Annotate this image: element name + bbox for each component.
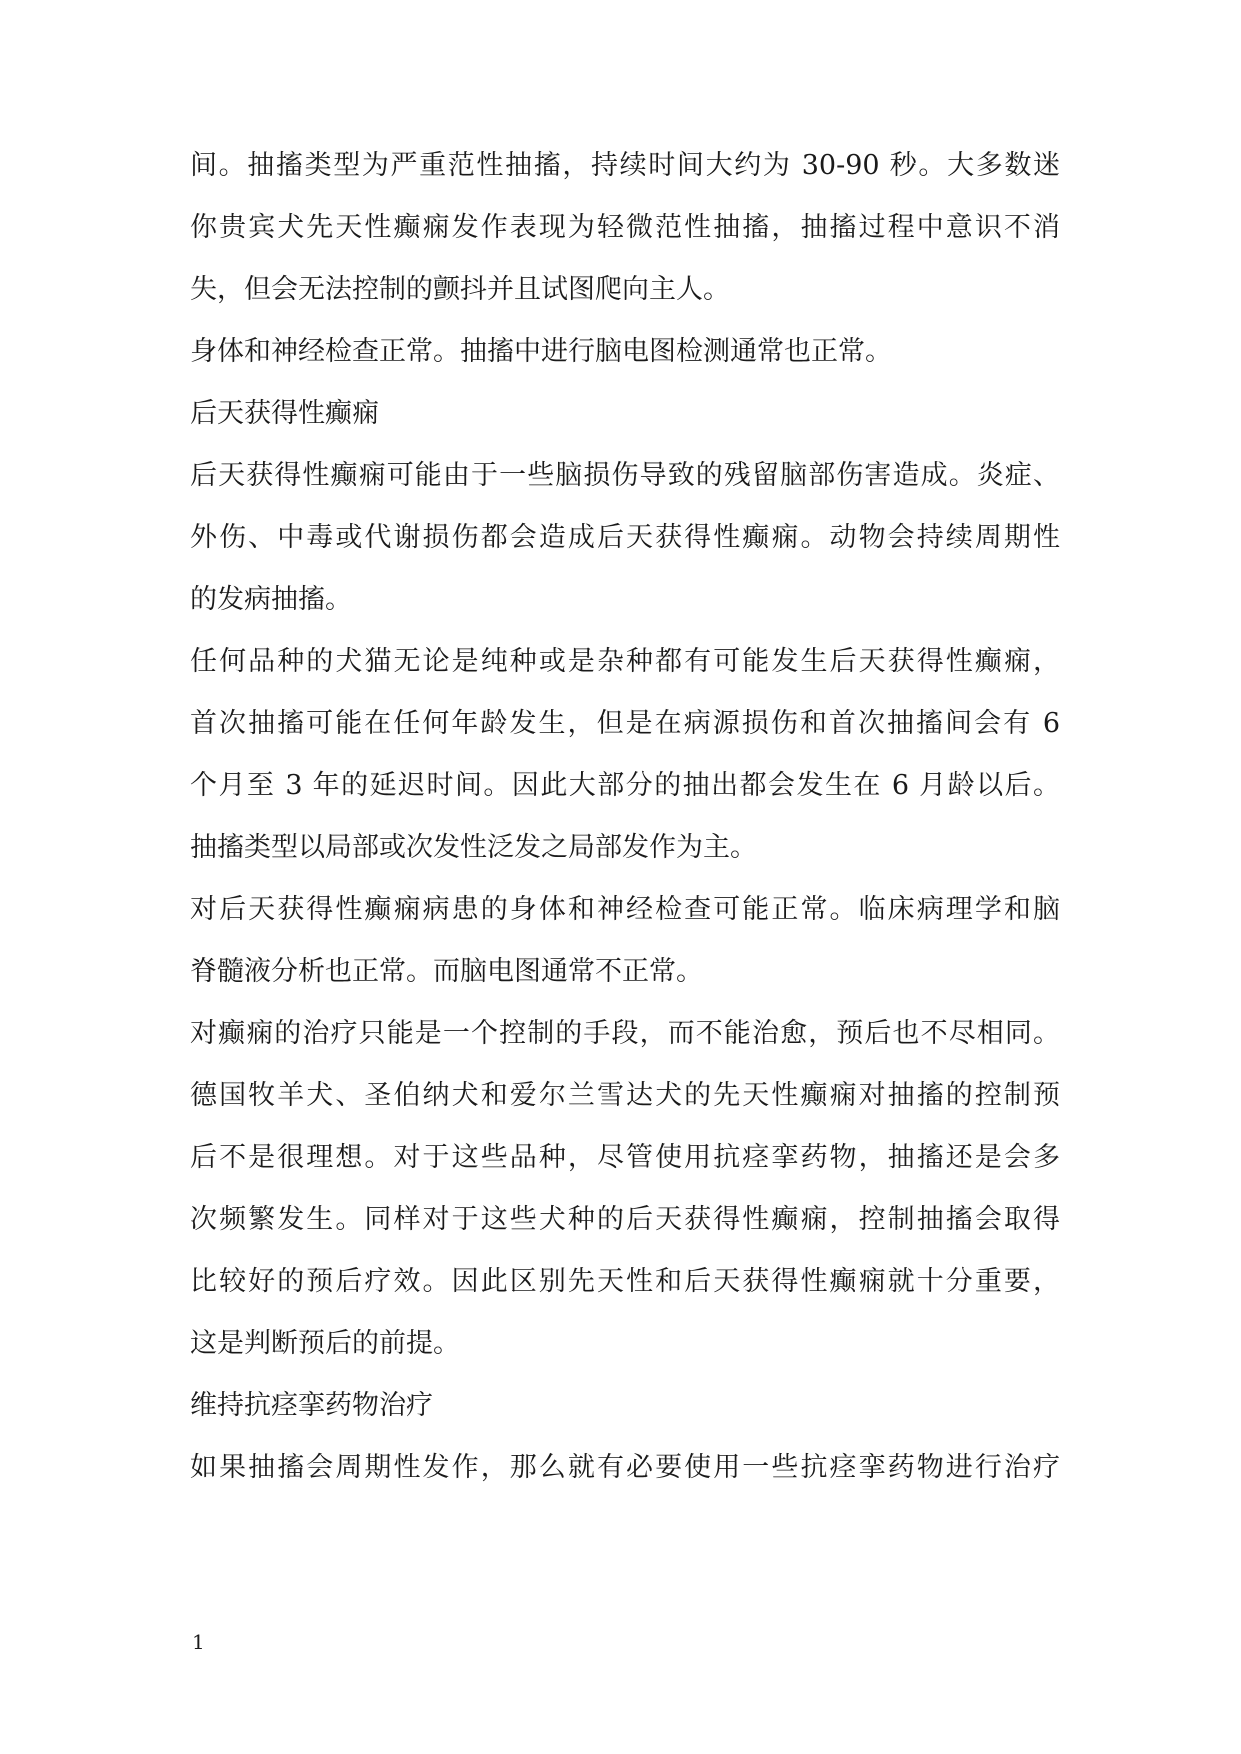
text-line: 如果抽搐会周期性发作，那么就有必要使用一些抗痉挛药物进行治疗 xyxy=(190,1452,1060,1483)
text-line: 后不是很理想。对于这些品种，尽管使用抗痉挛药物，抽搐还是会多 xyxy=(190,1142,1060,1173)
text-line: 次频繁发生。同样对于这些犬种的后天获得性癫痫，控制抽搐会取得 xyxy=(190,1204,1060,1235)
text-line: 身体和神经检查正常。抽搐中进行脑电图检测通常也正常。 xyxy=(190,336,892,367)
page-number: 1 xyxy=(192,1630,205,1654)
text-line: 这是判断预后的前提。 xyxy=(190,1328,460,1359)
text-line: 德国牧羊犬、圣伯纳犬和爱尔兰雪达犬的先天性癫痫对抽搐的控制预 xyxy=(190,1080,1060,1111)
text-line: 间。抽搐类型为严重范性抽搐，持续时间大约为 30-90 秒。大多数迷 xyxy=(190,150,1060,181)
section-heading: 后天获得性癫痫 xyxy=(190,398,379,429)
text-line: 任何品种的犬猫无论是纯种或是杂种都有可能发生后天获得性癫痫， xyxy=(190,646,1060,677)
text-line: 外伤、中毒或代谢损伤都会造成后天获得性癫痫。动物会持续周期性 xyxy=(190,522,1060,553)
text-line: 首次抽搐可能在任何年龄发生，但是在病源损伤和首次抽搐间会有 6 xyxy=(190,708,1060,739)
text-line: 个月至 3 年的延迟时间。因此大部分的抽出都会发生在 6 月龄以后。 xyxy=(190,770,1060,801)
text-line: 脊髓液分析也正常。而脑电图通常不正常。 xyxy=(190,956,703,987)
text-line: 对后天获得性癫痫病患的身体和神经检查可能正常。临床病理学和脑 xyxy=(190,894,1060,925)
text-line: 后天获得性癫痫可能由于一些脑损伤导致的残留脑部伤害造成。炎症、 xyxy=(190,460,1060,491)
section-heading: 维持抗痉挛药物治疗 xyxy=(190,1390,433,1421)
text-line: 你贵宾犬先天性癫痫发作表现为轻微范性抽搐，抽搐过程中意识不消 xyxy=(190,212,1060,243)
text-line: 抽搐类型以局部或次发性泛发之局部发作为主。 xyxy=(190,832,757,863)
text-line: 失，但会无法控制的颤抖并且试图爬向主人。 xyxy=(190,274,730,305)
text-line: 的发病抽搐。 xyxy=(190,584,352,615)
text-line: 比较好的预后疗效。因此区别先天性和后天获得性癫痫就十分重要， xyxy=(190,1266,1060,1297)
text-line: 对癫痫的治疗只能是一个控制的手段，而不能治愈，预后也不尽相同。 xyxy=(190,1018,1060,1049)
